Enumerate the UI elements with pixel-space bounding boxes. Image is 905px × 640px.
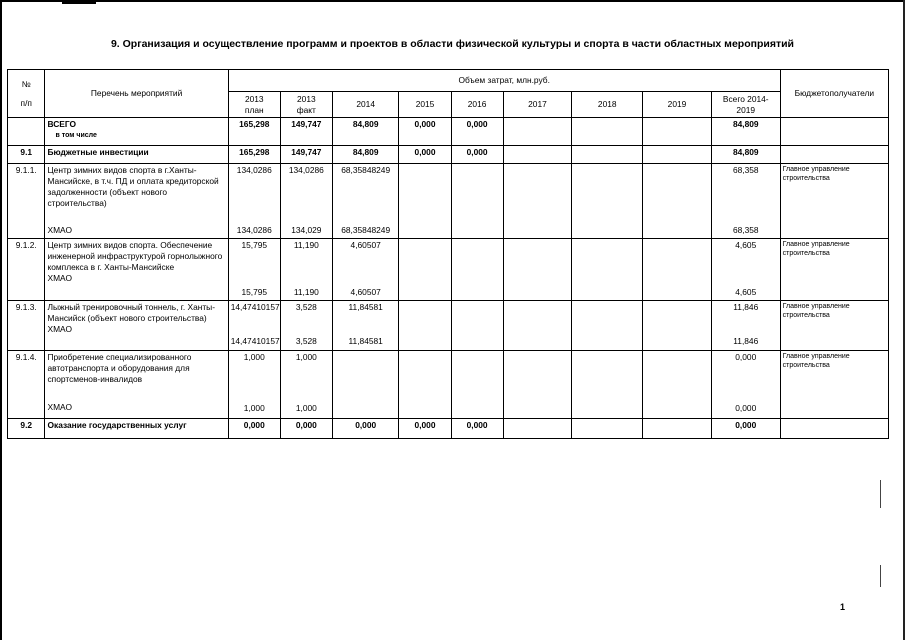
header-num-bottom: п/п (20, 97, 32, 108)
header-year: 2017 (503, 92, 572, 118)
row-total-sublabel: в том числе (55, 132, 97, 139)
page-top-border (0, 0, 905, 2)
header-volume: Объем затрат, млн.руб. (228, 70, 780, 92)
header-year: 2018 (572, 92, 643, 118)
header-year: 2013 факт (280, 92, 332, 118)
header-year: Всего 2014- 2019 (711, 92, 780, 118)
header-row-1 (8, 70, 889, 92)
recipient: Главное управление строительства (780, 164, 888, 239)
header-year: 2013 план (228, 92, 280, 118)
header-num-top: № (21, 78, 31, 89)
row-9-1-1-label: Центр зимних видов спорта в г.Ханты-Мансийске, в т.ч. ПД и оплата кредиторской задолженности (объект нового строительства) (47, 165, 219, 208)
row-9-1-2: 9.1.2. Центр зимних видов спорта. Обеспечение инженерной инфраструктурой горнолыжного комплекса в г. Ханты-Мансийске ХМАО 15,795 15,795 11,190 11,190 4,60507 4,60507 4,605 4,605 Главное управление строительства (8, 239, 889, 301)
row-9-2: 9.2 Оказание государственных услуг 0,000 0,000 0,000 0,000 0,000 0,000 (8, 419, 889, 439)
header-year: 2016 (451, 92, 503, 118)
row-9-1-1: 9.1.1. Центр зимних видов спорта в г.Ханты-Мансийске, в т.ч. ПД и оплата кредиторской задолженности (объект нового строительства) ХМАО 134,0286 134,0286 134,0286 134,029 68,35848249 68,35848249 68,358 68,358 Главное управление строительства (8, 164, 889, 239)
page-title: 9. Организация и осуществление программ и проектов в области физической культуры и спорта в части областных мероприятий (110, 38, 795, 50)
expenses-table (7, 69, 889, 439)
row-9-1: 9.1 Бюджетные инвестиции 165,298 149,747 84,809 0,000 0,000 84,809 (8, 146, 889, 164)
page-number: 1 (840, 602, 846, 612)
header-year: 2014 (332, 92, 399, 118)
header-list: Перечень мероприятий (45, 70, 228, 118)
row-total: ВСЕГО в том числе 165,298 149,747 84,809 0,000 0,000 84,809 (8, 118, 889, 146)
row-9-1-3: 9.1.3. Лыжный тренировочный тоннель, г. Ханты-Мансийск (объект нового строительства) ХМАО 14,47410157 14,47410157 3,528 3,528 11,84581 11,84581 11,846 11,846 Главное управление строительства (8, 301, 889, 351)
recipient: Главное управление строительства (780, 239, 888, 301)
page-left-border (0, 0, 2, 640)
row-total-label: ВСЕГО в том числе (45, 118, 228, 146)
scan-mark (62, 0, 96, 4)
recipient: Главное управление строительства (780, 301, 888, 351)
header-year: 2019 (643, 92, 712, 118)
scan-artifact (880, 480, 881, 508)
header-num (8, 70, 45, 118)
header-year: 2015 (399, 92, 451, 118)
recipient: Главное управление строительства (780, 351, 888, 419)
scan-artifact (880, 565, 881, 587)
row-9-1-4: 9.1.4. Приобретение специализированного автотранспорта и оборудования для спортсменов-инвалидов ХМАО 1,000 1,000 1,000 1,000 0,000 0,000 Главное управление строительства (8, 351, 889, 419)
header-recipients: Бюджетополучатели (780, 70, 888, 118)
